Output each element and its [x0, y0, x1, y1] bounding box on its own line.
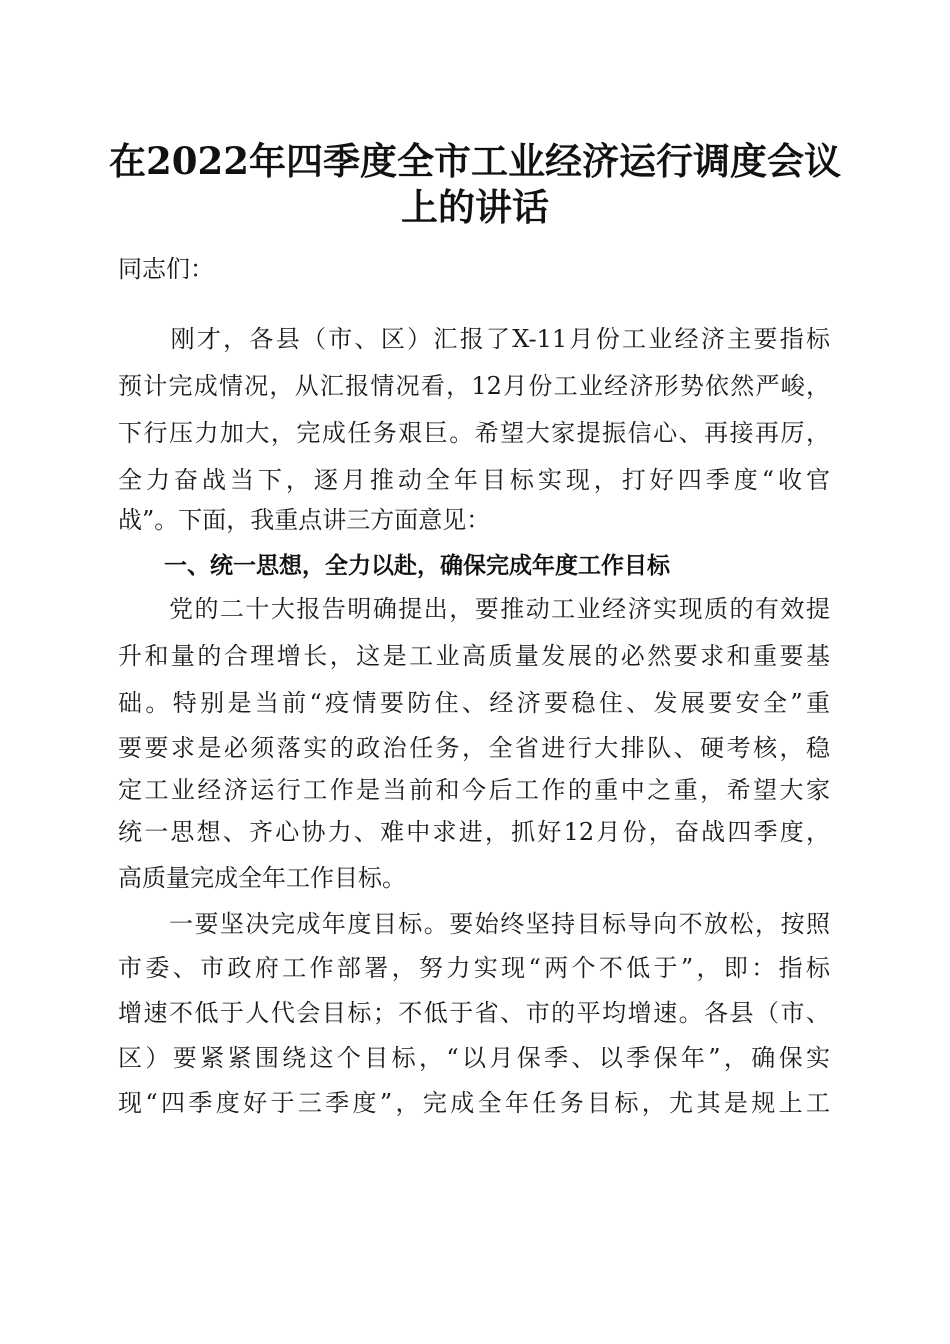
paragraph-line: 一要坚决完成年度目标。要始终坚持目标导向不放松，按照: [118, 910, 830, 938]
document-title-line-2: 上的讲话: [401, 185, 549, 229]
paragraph-line: 统一思想、齐心协力、难中求进，抓好12月份，奋战四季度，: [118, 818, 830, 846]
greeting: 同志们：: [118, 255, 214, 283]
paragraph-line: 升和量的合理增长，这是工业高质量发展的必然要求和重要基: [118, 642, 830, 670]
paragraph-line: 全力奋战当下，逐月推动全年目标实现，打好四季度“收官: [118, 466, 830, 494]
paragraph-line: 战”。下面，我重点讲三方面意见：: [118, 506, 491, 534]
paragraph-line: 区）要紧紧围绕这个目标，“以月保季、以季保年”，确保实: [118, 1044, 830, 1072]
paragraph-line: 高质量完成全年工作目标。: [118, 864, 406, 892]
paragraph-line: 下行压力加大，完成任务艰巨。希望大家提振信心、再接再厉，: [118, 419, 830, 447]
paragraph-line: 础。特别是当前“疫情要防住、经济要稳住、发展要安全”重: [118, 689, 830, 717]
paragraph-line: 增速不低于人代会目标；不低于省、市的平均增速。各县（市、: [118, 999, 830, 1027]
paragraph-line: 刚才，各县（市、区）汇报了X-11月份工业经济主要指标: [118, 325, 830, 353]
paragraph-line: 预计完成情况，从汇报情况看，12月份工业经济形势依然严峻，: [118, 372, 830, 400]
section-heading: 一、统一思想，全力以赴，确保完成年度工作目标: [118, 553, 670, 579]
paragraph-line: 党的二十大报告明确提出，要推动工业经济实现质的有效提: [118, 595, 830, 623]
paragraph-line: 市委、市政府工作部署，努力实现“两个不低于”，即：指标: [118, 954, 830, 982]
document-title-line-1: 在2022年四季度全市工业经济运行调度会议: [109, 139, 841, 183]
paragraph-line: 现“四季度好于三季度”，完成全年任务目标，尤其是规上工: [118, 1089, 830, 1117]
paragraph-line: 要要求是必须落实的政治任务，全省进行大排队、硬考核，稳: [118, 734, 830, 762]
paragraph-line: 定工业经济运行工作是当前和今后工作的重中之重，希望大家: [118, 776, 830, 804]
